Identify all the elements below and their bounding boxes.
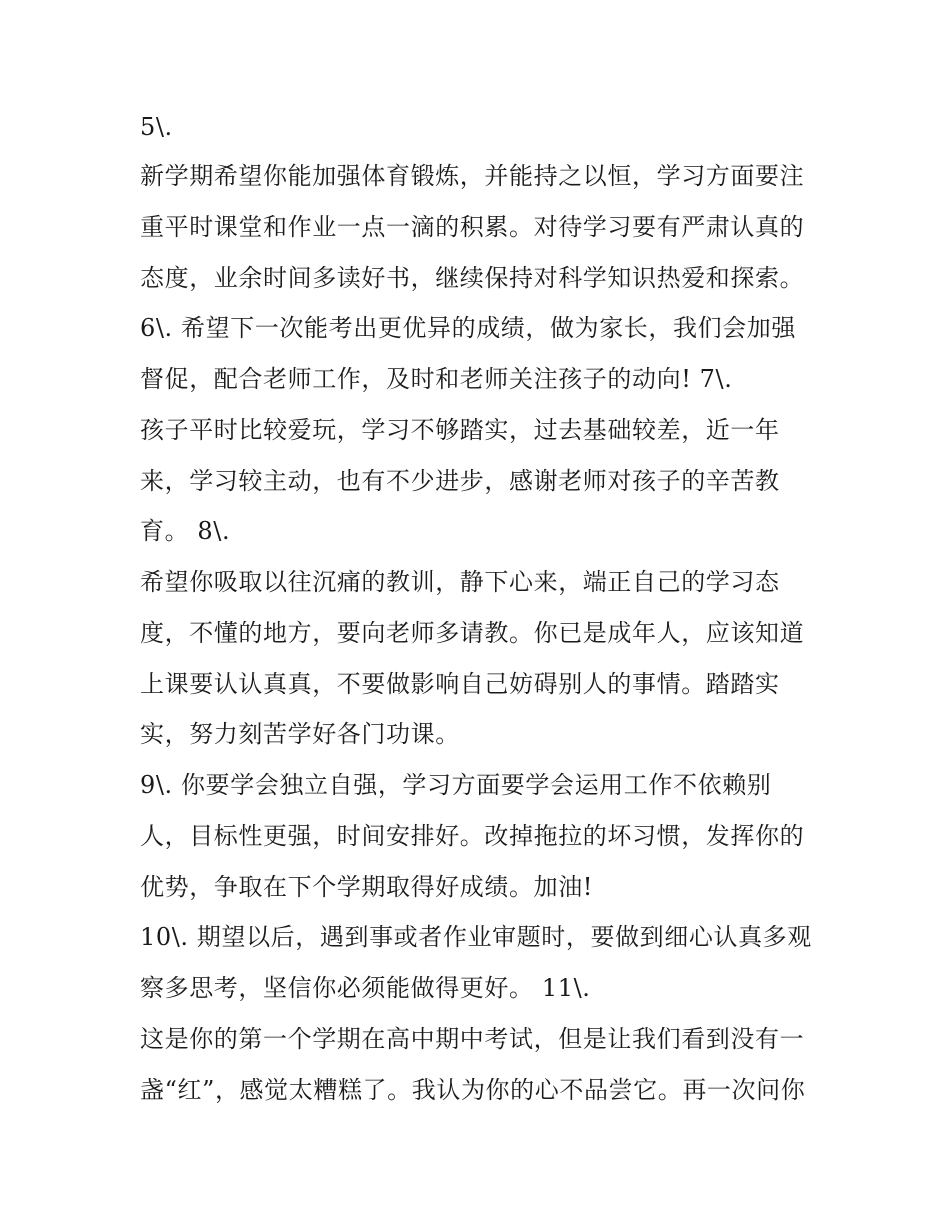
text-line: 育。 8\.: [140, 517, 231, 545]
text-line: 察多思考，坚信你必须能做得更好。 11\.: [140, 974, 591, 1002]
text-line: 上课要认认真真，不要做影响自己妨碍别人的事情。踏踏实: [140, 670, 780, 698]
text-line: 孩子平时比较爱玩，学习不够踏实，过去基础较差，近一年: [140, 416, 780, 444]
text-line: 希望你吸取以往沉痛的教训，静下心来，端正自己的学习态: [140, 568, 780, 596]
text-line: 盏“红”，感觉太糟糕了。我认为你的心不品尝它。再一次问你: [140, 1076, 806, 1104]
text-line: 6\. 希望下一次能考出更优异的成绩，做为家长，我们会加强: [140, 314, 797, 342]
text-line: 人，目标性更强，时间安排好。改掉拖拉的坏习惯，发挥你的: [140, 822, 805, 850]
text-line: 态度，业余时间多读好书，继续保持对科学知识热爱和探索。: [140, 264, 805, 292]
text-line: 实，努力刻苦学好各门功课。: [140, 720, 460, 748]
text-line: 度，不懂的地方，要向老师多请教。你已是成年人，应该知道: [140, 619, 805, 647]
text-line: 5\.: [140, 113, 173, 141]
text-line: 10\. 期望以后，遇到事或者作业审题时，要做到细心认真多观: [140, 923, 812, 951]
text-line: 9\. 你要学会独立自强，学习方面要学会运用工作不依赖别: [140, 771, 772, 799]
text-line: 这是你的第一个学期在高中期中考试，但是让我们看到没有一: [140, 1025, 805, 1053]
text-line: 优势，争取在下个学期取得好成绩。加油!: [140, 873, 594, 901]
text-line: 重平时课堂和作业一点一滴的积累。对待学习要有严肃认真的: [140, 213, 805, 241]
text-line: 督促，配合老师工作，及时和老师关注孩子的动向! 7\.: [140, 365, 733, 393]
text-line: 来，学习较主动，也有不少进步，感谢老师对孩子的辛苦教: [140, 467, 780, 495]
text-line: 新学期希望你能加强体育锻炼，并能持之以恒，学习方面要注: [140, 162, 805, 190]
